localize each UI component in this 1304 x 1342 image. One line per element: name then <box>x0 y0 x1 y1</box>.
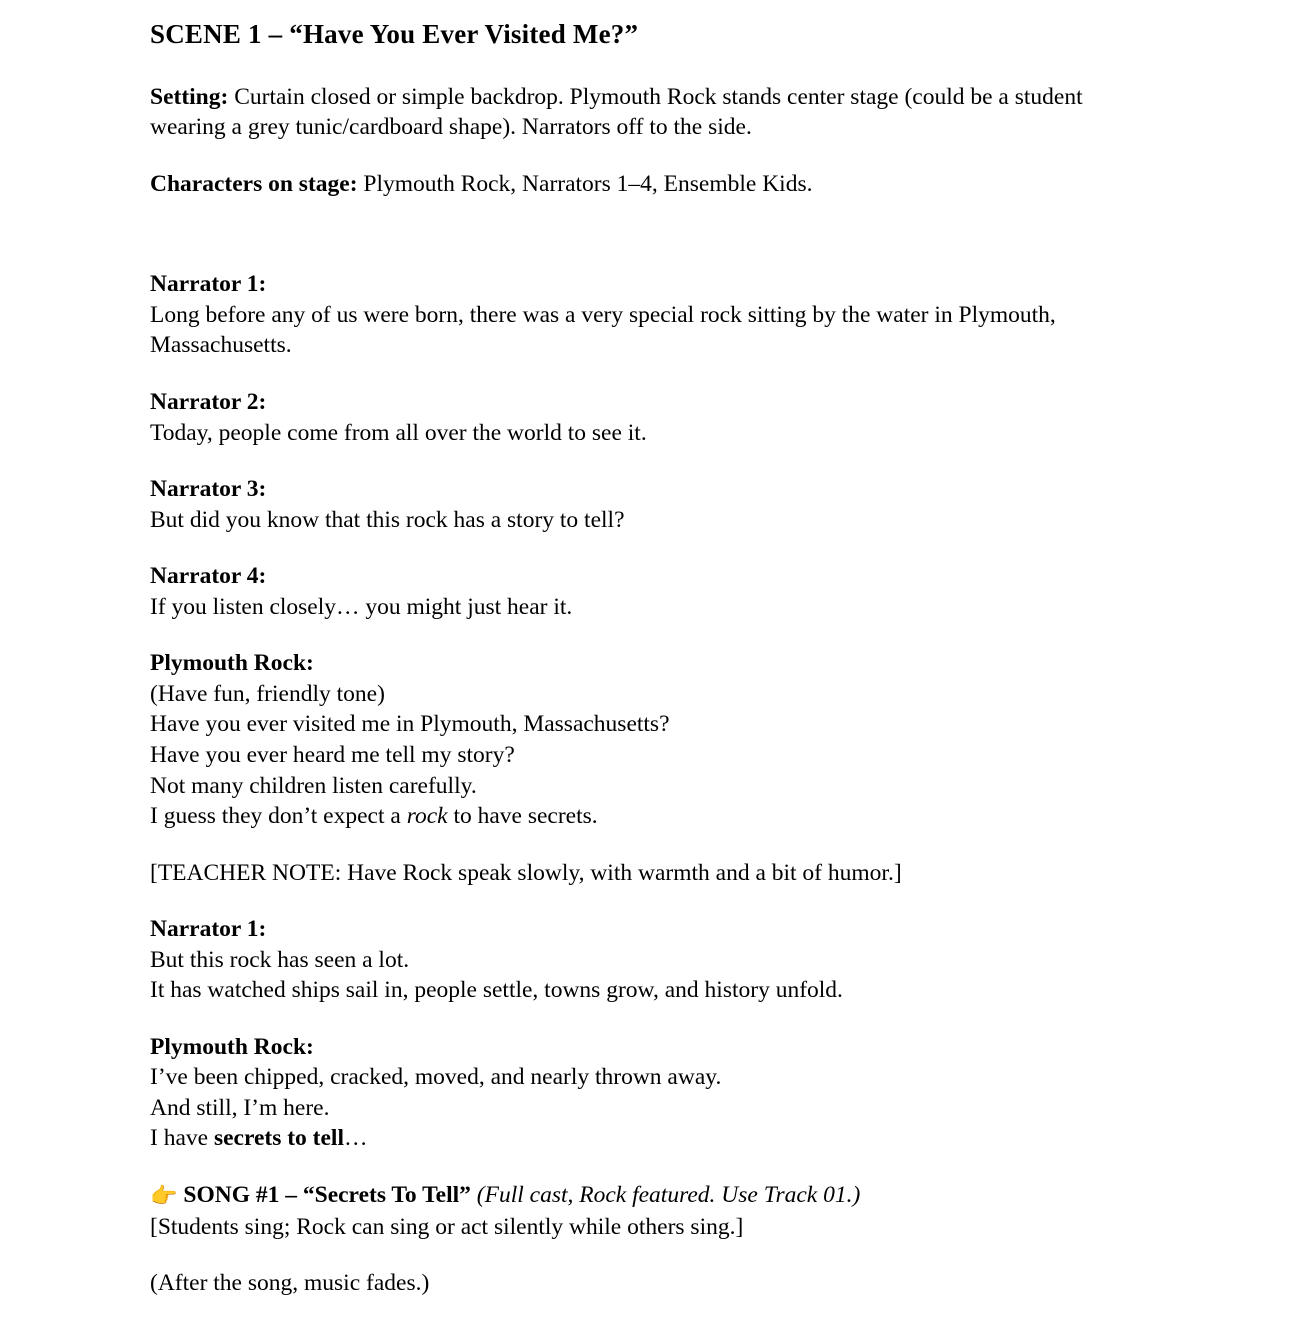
speech-line: But did you know that this rock has a story to tell? <box>150 506 625 533</box>
speaker-label: Plymouth Rock: <box>150 1033 314 1060</box>
speech-line: It has watched ships sail in, people settle, towns grow, and history unfold. <box>150 977 843 1004</box>
speech-block-narrator-4 <box>150 561 1154 622</box>
speech-block-narrator-1 <box>150 269 1154 361</box>
characters-text: Plymouth Rock, Narrators 1–4, Ensemble Kids. <box>357 170 813 197</box>
emphasized-phrase: secrets to tell <box>213 1125 344 1152</box>
speech-line: And still, I’m here. <box>150 1094 330 1121</box>
pointing-right-hand-icon: 👉 <box>150 1183 178 1209</box>
speech-line-segment: to have secrets. <box>447 803 598 830</box>
song-cue-block <box>150 1180 1154 1242</box>
speech-line: If you listen closely… you might just hear it. <box>150 593 573 620</box>
speech-line-segment: I have <box>150 1125 214 1152</box>
speech-line <box>150 1123 1154 1154</box>
speaker-label: Narrator 1: <box>150 916 267 943</box>
speech-line: Not many children listen carefully. <box>150 772 477 799</box>
speech-line: Have you ever heard me tell my story? <box>150 741 515 768</box>
teacher-note: [TEACHER NOTE: Have Rock speak slowly, with warmth and a bit of humor.] <box>150 859 902 886</box>
setting-paragraph <box>150 82 1150 143</box>
speaker-label: Narrator 4: <box>150 563 267 590</box>
section-gap <box>150 225 1154 269</box>
characters-label: Characters on stage: <box>150 170 358 197</box>
speech-block-plymouth-rock-2 <box>150 1032 1154 1154</box>
speech-line: Today, people come from all over the world to see it. <box>150 419 647 446</box>
speech-line: (Have fun, friendly tone) <box>150 680 385 707</box>
speech-line-segment: I guess they don’t expect a <box>150 803 407 830</box>
song-title: SONG #1 – “Secrets To Tell” <box>183 1181 471 1208</box>
song-parenthetical: (Full cast, Rock featured. Use Track 01.) <box>470 1181 861 1208</box>
speech-line-segment: … <box>344 1125 368 1152</box>
speech-block-narrator-1-second <box>150 914 1154 1006</box>
song-stage-direction: [Students sing; Rock can sing or act silently while others sing.] <box>150 1213 744 1240</box>
scene-title: SCENE 1 – “Have You Ever Visited Me?” <box>150 19 639 49</box>
speaker-label: Narrator 2: <box>150 389 267 416</box>
speaker-label: Narrator 3: <box>150 476 267 503</box>
speaker-label: Plymouth Rock: <box>150 650 314 677</box>
speech-line: But this rock has seen a lot. <box>150 946 410 973</box>
emphasized-word: rock <box>406 803 448 830</box>
characters-paragraph <box>150 169 1150 200</box>
speech-block-plymouth-rock-1 <box>150 648 1154 831</box>
speaker-label: Narrator 1: <box>150 271 267 298</box>
speech-line <box>150 801 1154 832</box>
speech-line: I’ve been chipped, cracked, moved, and nearly thrown away. <box>150 1064 722 1091</box>
setting-label: Setting: <box>150 83 229 110</box>
closing-stage-direction: (After the song, music fades.) <box>150 1270 430 1297</box>
song-cue-heading <box>150 1180 1154 1212</box>
speech-block-narrator-3 <box>150 474 1154 535</box>
setting-text: Curtain closed or simple backdrop. Plymouth Rock stands center stage (could be a student wearing a grey tunic/cardboard shape). Narrators off to the side. <box>150 83 1083 141</box>
speech-block-narrator-2 <box>150 387 1154 448</box>
speech-line: Have you ever visited me in Plymouth, Massachusetts? <box>150 711 670 738</box>
speech-line: Long before any of us were born, there was a very special rock sitting by the water in Plymouth, Massachusetts. <box>150 301 1056 359</box>
